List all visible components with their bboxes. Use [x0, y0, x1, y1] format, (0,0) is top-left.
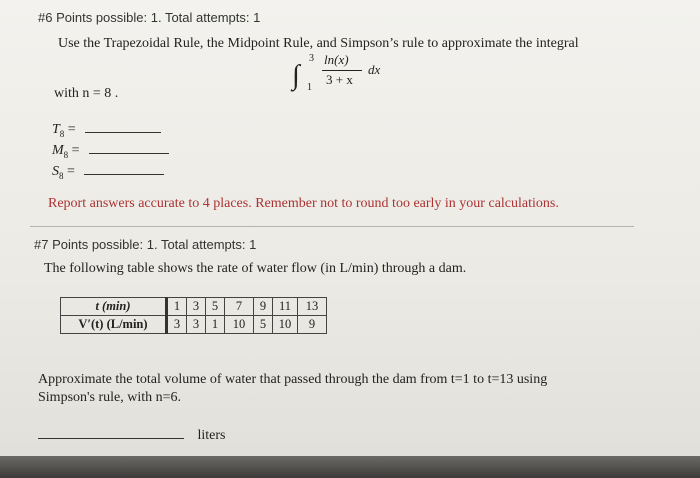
integral-denominator: 3 + x: [326, 72, 353, 87]
table-cell: 9: [298, 316, 327, 334]
table-cell: 3: [187, 298, 206, 316]
table-row-v: [61, 316, 327, 334]
q6-header: #6 Points possible: 1. Total attempts: 1: [38, 10, 261, 25]
unit-label: liters: [197, 428, 226, 443]
answer-row-m8: [52, 141, 169, 160]
q7-answer-row: [38, 426, 226, 444]
answer-label: S: [52, 164, 59, 179]
table-cell: 3: [167, 316, 187, 334]
answer-row-t8: [52, 120, 161, 139]
s8-answer-field[interactable]: [84, 162, 164, 175]
answer-label: M: [52, 143, 64, 158]
table-cell: 5: [254, 316, 273, 334]
table-cell: 10: [273, 316, 298, 334]
q7-question-line2: Simpson's rule, with n=6.: [38, 390, 182, 405]
q6-with-n: with n = 8 .: [54, 86, 119, 101]
q6-prompt: Use the Trapezoidal Rule, the Midpoint Rule, and Simpson’s rule to approximate the integral: [58, 36, 579, 51]
q6-accuracy-note: Report answers accurate to 4 places. Remember not to round too early in your calculations.: [48, 196, 559, 211]
answer-sub: 8: [59, 170, 64, 181]
answer-eq: =: [71, 143, 80, 158]
table-cell: 5: [206, 298, 225, 316]
m8-answer-field[interactable]: [89, 141, 169, 154]
integral-upper-limit: 3: [309, 53, 314, 64]
q7-header: #7 Points possible: 1. Total attempts: 1: [34, 237, 257, 252]
table-cell: 9: [254, 298, 273, 316]
integral-sign: ∫: [292, 60, 300, 91]
integral-differential: dx: [368, 62, 381, 77]
table-cell: 13: [298, 298, 327, 316]
table-cell: 7: [225, 298, 254, 316]
answer-eq: =: [67, 164, 75, 179]
q7-question-line1: Approximate the total volume of water that passed through the dam from t=1 to t=13 using: [38, 372, 548, 387]
integral-numerator: ln(x): [324, 52, 349, 67]
page-edge-shadow: [0, 456, 700, 478]
answer-sub: 8: [63, 149, 69, 160]
table-cell: 1: [206, 316, 225, 334]
table-cell: 3: [187, 316, 206, 334]
table-cell: 11: [273, 298, 298, 316]
answer-sub: 8: [59, 128, 65, 139]
answer-row-s8: [52, 162, 164, 181]
table-cell: 1: [167, 298, 187, 316]
answer-eq: =: [67, 122, 76, 137]
water-flow-table: [60, 297, 327, 334]
volume-answer-field[interactable]: [38, 426, 184, 439]
table-header-t: t (min): [61, 298, 167, 316]
integral-lower-limit: 1: [307, 82, 312, 93]
table-cell: 10: [225, 316, 254, 334]
table-header-v: V′(t) (L/min): [61, 316, 167, 334]
question-divider: [30, 226, 634, 227]
answer-label: T: [52, 122, 60, 137]
fraction-bar: [322, 70, 362, 71]
table-row-t: [61, 298, 327, 316]
t8-answer-field[interactable]: [85, 120, 161, 133]
q7-prompt: The following table shows the rate of water flow (in L/min) through a dam.: [44, 261, 467, 276]
